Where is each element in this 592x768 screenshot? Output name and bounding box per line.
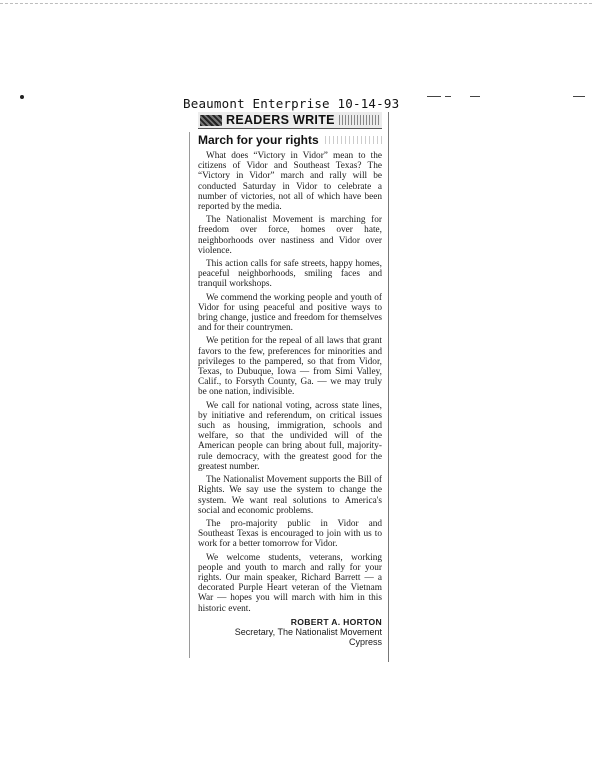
letter-paragraph: We welcome students, veterans, working people and youth to march and rally for your rights. Our main speaker, Richard Barrett — a decorated Purple Heart veteran of the Vietnam War — hopes you will march with him in this historic event. [198,552,382,614]
letter-body [198,151,382,614]
section-banner [198,112,382,129]
scan-mark [445,96,451,97]
scan-mark [470,96,480,97]
scan-mark [573,96,585,97]
column-rule-right [388,112,389,662]
letter-paragraph: The pro-majority public in Vidor and Southeast Texas is encouraged to join with us to work for a better tomorrow for Vidor. [198,518,382,550]
banner-logo-icon [200,115,222,126]
scan-speck [20,95,24,99]
signature-block [198,617,382,648]
section-label: READERS WRITE [226,113,335,127]
newspaper-clipping [198,112,382,658]
headline [198,133,382,147]
letter-paragraph: We petition for the repeal of all laws that grant favors to the few, preferences for minorities and privileges to the pampered, so that from Vidor, Texas, to Dubuque, Iowa — from Simi Valley, Calif., to Forsyth County, Ga. — we may truly be one nation, indivisible. [198,336,382,398]
signature-title: Secretary, The Nationalist Movement [234,626,382,637]
scan-mark [427,96,441,97]
signature-place: Cypress [348,637,382,648]
scan-edge-line [0,3,592,4]
letter-paragraph: What does “Victory in Vidor” mean to the citizens of Vidor and Southeast Texas? The “Victory in Vidor” march and rally will be conducted Saturday in Vidor to celebrate a number of victories, not all of which have been reported by the media. [198,151,382,213]
letter-paragraph: The Nationalist Movement is marching for freedom over force, homes over hate, neighborhoods over nastiness and Vidor over violence. [198,215,382,256]
letter-paragraph: This action calls for safe streets, happy homes, peaceful neighborhoods, smiling faces and tranquil workshops. [198,259,382,290]
headline-noise [325,136,382,144]
headline-text: March for your rights [198,133,319,147]
letter-paragraph: We commend the working people and youth of Vidor for using peaceful and positive ways to bring change, justice and freedom for themselves and for their countrymen. [198,292,382,334]
letter-paragraph: We call for national voting, across state lines, by initiative and referendum, on critical issues such as housing, immigration, schools and welfare, so that the undivided will of the American people can bring about full, majority-rule democracy, with the greatest good for the greatest number. [198,400,382,472]
banner-speckle [339,115,380,125]
handwritten-source-note: Beaumont Enterprise 10-14-93 [183,96,400,111]
column-rule-left [189,132,190,658]
signature-name: ROBERT A. HORTON [290,616,382,627]
letter-paragraph: The Nationalist Movement supports the Bill of Rights. We say use the system to change the system. We want real solutions to America's social and economic problems. [198,475,382,516]
